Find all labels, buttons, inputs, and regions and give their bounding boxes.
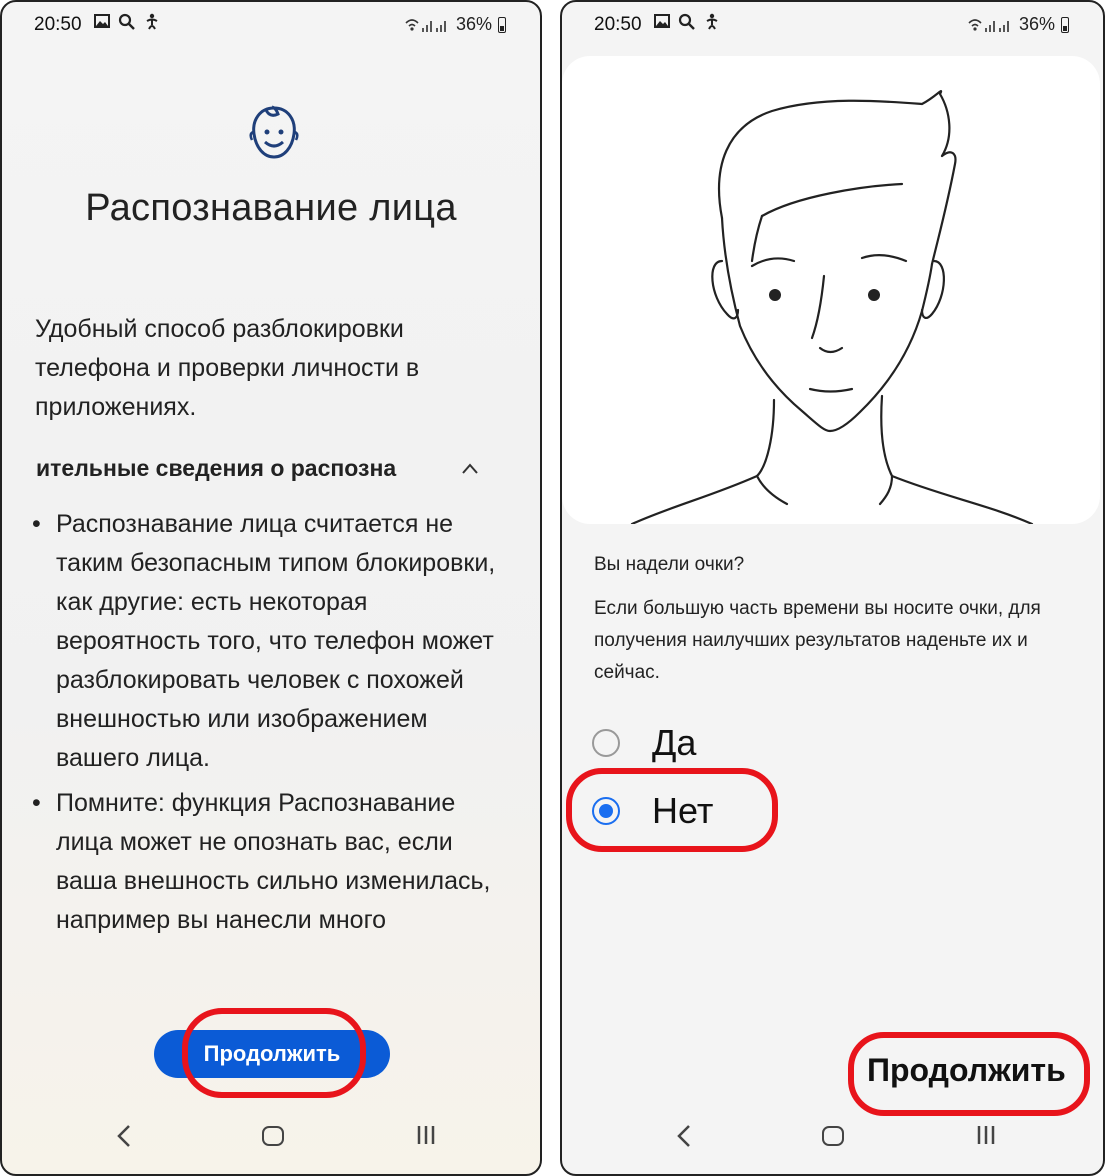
navigation-bar bbox=[562, 1104, 1103, 1174]
radio-label: Да bbox=[652, 722, 697, 763]
status-bar bbox=[562, 2, 1103, 46]
phone-screen-intro bbox=[0, 0, 542, 1176]
continue-button[interactable]: Продолжить bbox=[867, 1052, 1066, 1088]
home-icon[interactable] bbox=[262, 1126, 284, 1146]
search-icon bbox=[678, 13, 696, 31]
bullet-text: Распознавание лица считается не таким безопасным типом блокировки, как другие: есть некоторая вероятность того, что телефон может разблокировать человек с похожей внешностью или изображением вашего лица. bbox=[56, 510, 496, 772]
bullet-text: Помните: функция Распознавание лица может не опознать вас, если ваша внешность сильно изменилась, например вы нанесли много bbox=[56, 789, 491, 934]
list-item: • Помните: функция Распознавание лица может не опознать вас, если ваша внешность сильно изменилась, например вы нанесли много bbox=[32, 784, 502, 940]
face-illustration bbox=[562, 56, 1100, 524]
intro-text: Удобный способ разблокировки телефона и проверки личности в приложениях. bbox=[35, 315, 420, 421]
status-time: 20:50 bbox=[594, 14, 642, 35]
status-time: 20:50 bbox=[34, 14, 82, 35]
radio-button-yes[interactable] bbox=[592, 729, 620, 757]
list-item: • Распознавание лица считается не таким безопасным типом блокировки, как другие: есть некоторая вероятность того, что телефон может разблокировать человек с похожей внешностью или изображением вашего лица. bbox=[32, 505, 502, 778]
highlight-circle bbox=[566, 768, 778, 852]
accessibility-icon bbox=[704, 13, 720, 31]
back-icon[interactable] bbox=[114, 1120, 134, 1152]
signal-icon bbox=[967, 17, 1013, 33]
recents-icon[interactable] bbox=[414, 1122, 438, 1148]
battery-icon bbox=[498, 17, 506, 33]
radio-option-yes[interactable] bbox=[592, 722, 696, 764]
home-icon[interactable] bbox=[822, 1126, 844, 1146]
radio-label: Нет bbox=[652, 790, 714, 831]
glasses-description: Если большую часть времени вы носите очки, для получения наилучших результатов наденьте их и сейчас. bbox=[594, 598, 1041, 683]
continue-button[interactable]: Продолжить bbox=[154, 1030, 390, 1078]
accessibility-icon bbox=[144, 13, 160, 31]
phone-screen-glasses bbox=[560, 0, 1105, 1176]
signal-icon bbox=[404, 17, 450, 33]
more-info-expander[interactable] bbox=[36, 453, 516, 489]
face-icon bbox=[248, 102, 300, 162]
battery-percent: 36% bbox=[1018, 14, 1055, 34]
info-bullets bbox=[32, 505, 502, 997]
highlight-circle bbox=[182, 1008, 366, 1098]
status-bar bbox=[2, 2, 540, 46]
face-drawing bbox=[562, 56, 1100, 524]
expander-label: ительные сведения о распозна bbox=[36, 455, 397, 481]
recents-icon[interactable] bbox=[974, 1122, 998, 1148]
page-title: Распознавание лица bbox=[85, 187, 457, 229]
gallery-icon bbox=[654, 13, 670, 29]
search-icon bbox=[118, 13, 136, 31]
chevron-up-icon[interactable] bbox=[460, 459, 480, 479]
gallery-icon bbox=[94, 13, 110, 29]
back-icon[interactable] bbox=[674, 1120, 694, 1152]
battery-icon bbox=[1061, 17, 1069, 33]
battery-percent: 36% bbox=[455, 14, 492, 34]
glasses-question: Вы надели очки? bbox=[594, 554, 745, 575]
navigation-bar bbox=[2, 1104, 540, 1174]
